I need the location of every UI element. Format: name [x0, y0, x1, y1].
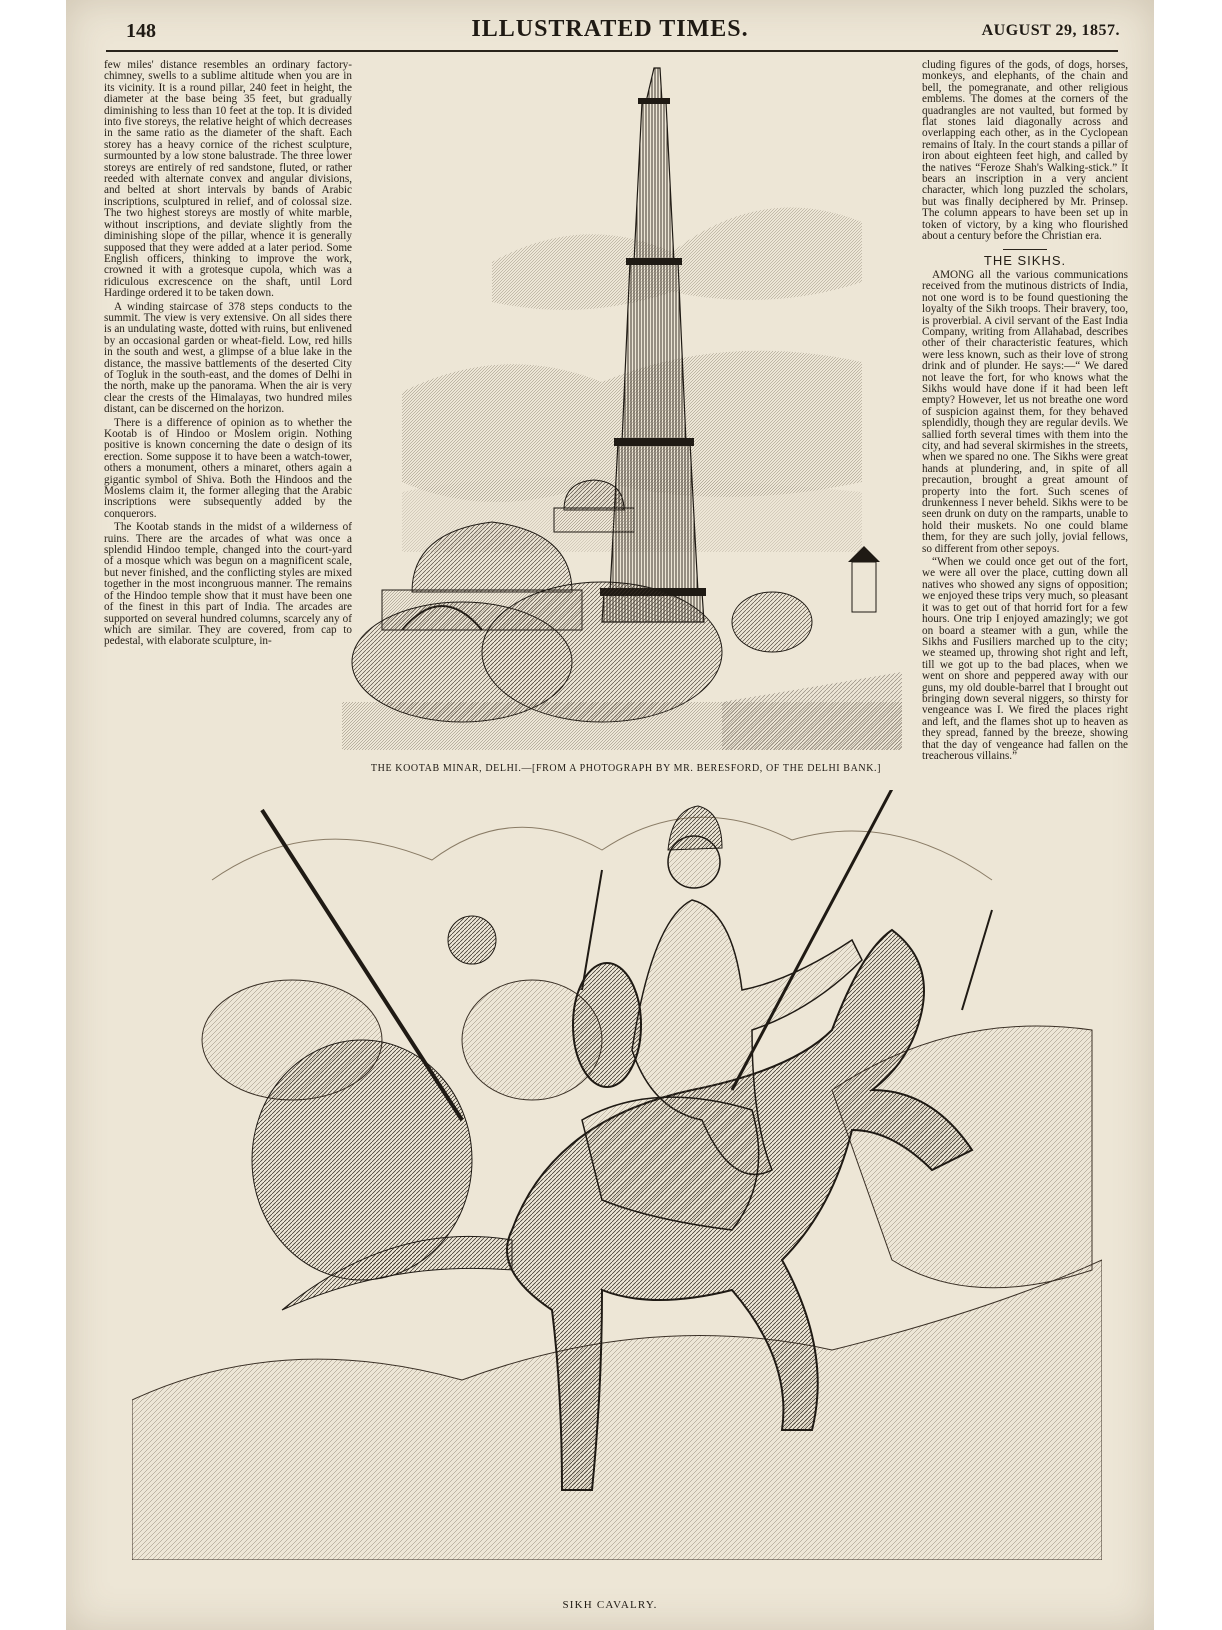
right-paragraph-2: “When we could once get out of the fort, we were all over the place, cutting down all natives who showed any signs of opposition; we enjoyed these trips very much, so pleasant it was to get out of that horrid fort for a few hours. One trip I enjoyed amazingly; we got on board a steamer with a gun, while the Sikhs and Fusiliers marched up to the city; we steamed up, throwing shot right and left, till we got up to the bad places, when we went on shore and peppered away with our guns, my old double-barrel that I brought out bringing down several niggers, so thirsty for vengeance was I. We fired the places right and left, and the flames shot up to heaven as they spread, fanned by the breeze, showing that the day of vengeance had fallen on the treacherous villains.”: [922, 556, 1128, 762]
kootab-minar-illustration: [342, 62, 902, 750]
page-margin-right: [1154, 0, 1222, 1630]
newspaper-title: ILLUSTRATED TIMES.: [471, 16, 749, 42]
header-rule: [106, 50, 1118, 52]
right-paragraph-1: AMONG all the various communications received from the mutinous districts of India, not one word is to be found questioning the loyalty of the Sikh troops. Their bravery, too, is proverbial. A civil servant of the East India Company, writing from Allahabad, describes other of their characteristic features, which were less known, such as their love of strong drink and of plunder. He says:—“ We dared not leave the fort, for who knows what the Sikhs would have done if it had been left empty? However, let us not breathe one word of suspicion against them, for they behaved splendidly, though they are regular devils. We sallied forth several times with them into the city, and had several skirmishes in the streets, when we spared no one. The Sikhs were great hands at plundering, and, in spite of all precaution, brought a great amount of property into the fort. Such scenes of drunkenness I never beheld. Sikhs were to be seen drunk on duty on the ramparts, unable to hold their muskets. No one could blame them, for they are such jolly, jovial fellows, so different from other sepoys.: [922, 268, 1128, 555]
left-paragraph-3: There is a difference of opinion as to whether the Kootab is of Hindoo or Moslem origin. Nothing positive is known concerning the date o design of its erection. Some suppose it to have been a watch-tower, others a monument, others a minaret, others again a gigantic symbol of Shiva. Both the Hindoos and the Moslems claim it, the former alleging that the Arabic inscriptions were subsequently added by the conquerors.: [104, 416, 352, 520]
left-paragraph-2: A winding staircase of 378 steps conducts to the summit. The view is very extensive. On all sides there is an undulating waste, dotted with ruins, but enlivened by an occasional garden or wheat-field. Low, red hills in the south and west, a glimpse of a blue lake in the distance, the massive battlements of the deserted City of Togluk in the south-east, and the domes of Delhi in the north, make up the panorama. When the air is very clear the crests of the Himalayas, two hundred miles distant, can be discerned on the horizon.: [104, 300, 352, 416]
newspaper-page: [66, 0, 1154, 1630]
sikh-cavalry-engraving: [132, 790, 1102, 1560]
page-number: 148: [126, 20, 156, 42]
section-heading-sikhs: THE SIKHS.: [983, 252, 1067, 268]
issue-date: AUGUST 29, 1857.: [981, 22, 1120, 39]
sikh-cavalry-caption: SIKH CAVALRY.: [562, 1599, 658, 1611]
left-paragraph-4: The Kootab stands in the midst of a wilderness of ruins. There are the arcades of what was once a splendid Hindoo temple, changed into the court-yard of a mosque which was begun on a magnificent scale, but never finished, and the conflicting styles are mixed together in the most incongruous manner. The remains of the Hindoo temple show that it must have been one of the finest in this part of India. The arcades are supported on several hundred columns, scarcely any of which are similar. They are covered, from cap to pedestal, with elaborate sculpture, in-: [104, 521, 352, 648]
right-text-column: [922, 60, 1128, 780]
kootab-minar-caption: THE KOOTAB MINAR, DELHI.—[FROM A PHOTOGRAPH BY MR. BERESFORD, OF THE DELHI BANK.]: [370, 763, 882, 774]
sikh-cavalry-illustration: [132, 790, 1102, 1560]
left-paragraph-1: few miles' distance resembles an ordinary factory-chimney, swells to a sublime altitude when you are in its vicinity. It is a round pillar, 240 feet in height, the diameter at the base being 35 feet, but gradually diminishing to less than 10 feet at the top. It is divided into five storeys, the relative height of which decreases in the same ratio as the diameter of the shaft. Each storey has a heavy cornice of the richest sculpture, surmounted by a low stone balustrade. The three lower storeys are entirely of red sandstone, fluted, or rather reeded with alternate convex and angular divisions, and belted at short intervals by bands of Arabic inscriptions, sculptured in relief, and of colossal size. The two highest storeys are mostly of white marble, without inscriptions, and deviate slightly from the diminishing slope of the pillar, whence it is generally supposed that they were added at a later period. Some English officers, thinking to improve the work, crowned it with a grotesque cupola, which was a ridiculous excrescence on the shaft, until Lord Hardinge ordered it to be taken down.: [104, 60, 352, 300]
left-text-column: [104, 60, 352, 790]
masthead: [66, 14, 1154, 48]
kootab-minar-engraving: [342, 62, 902, 750]
page-margin-left: [0, 0, 66, 1630]
section-divider: [1003, 249, 1047, 250]
right-continuation-paragraph: cluding figures of the gods, of dogs, horses, monkeys, and elephants, of the chain and bell, the pomegranate, and other religious emblems. The domes at the corners of the quadrangles are not vaulted, but formed by flat stones laid diagonally across and overlapping each other, as in the Cyclopean remains of Italy. In the court stands a pillar of iron about eighteen feet high, and called by the natives “Feroze Shah's Walking-stick.” It bears an inscription in a very ancient character, which long puzzled the scholars, but was finally deciphered by Mr. Prinsep. The column appears to have been set up in token of victory, by a king who flourished about a century before the Christian era.: [922, 60, 1128, 243]
